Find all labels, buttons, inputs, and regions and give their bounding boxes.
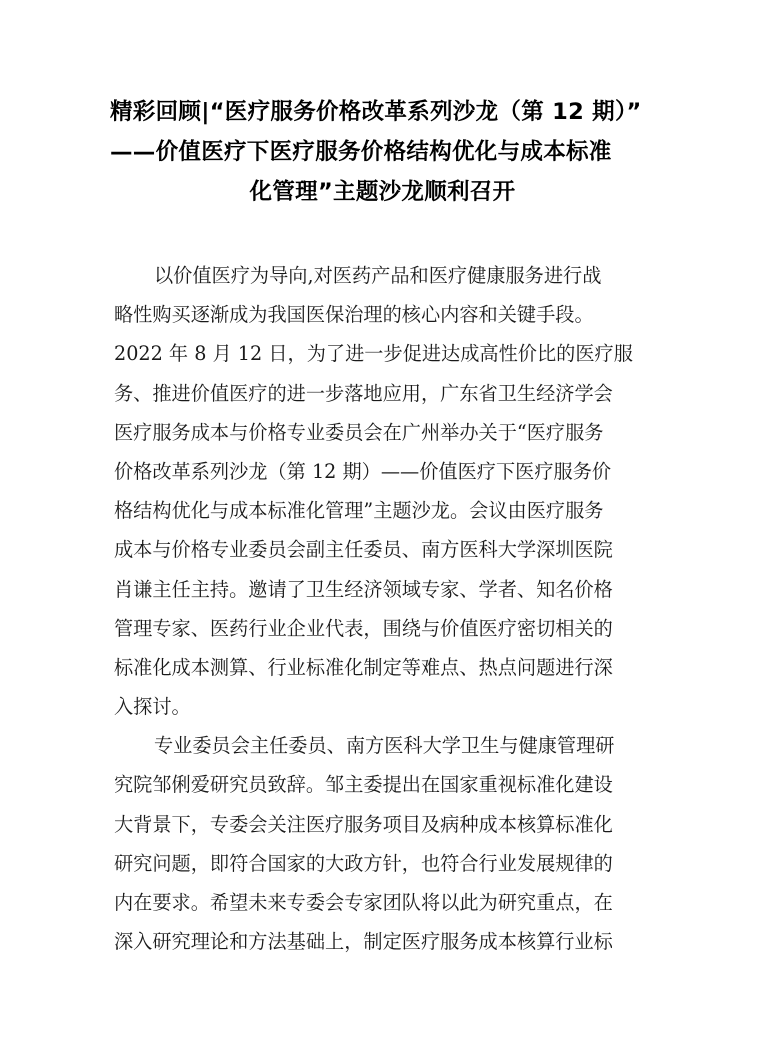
paragraph-1-line: 以价值医疗为导向,对医药产品和医疗健康服务进行战 bbox=[154, 264, 602, 287]
document-title bbox=[110, 92, 655, 212]
paragraph-2-line: 深入研究理论和方法基础上，制定医疗服务成本核算行业标 bbox=[114, 930, 613, 954]
paragraph-1-line: 2022 年 8 月 12 日，为了进一步促进达成高性价比的医疗服 bbox=[114, 342, 633, 366]
paragraph-2-line: 究院邹俐爱研究员致辞。邹主委提出在国家重视标准化建设 bbox=[114, 773, 613, 797]
paragraph-1-line: 略性购买逐渐成为我国医保治理的核心内容和关键手段。 bbox=[114, 303, 594, 327]
paragraph-2-line: 研究问题，即符合国家的大政方针，也符合行业发展规律的 bbox=[114, 851, 613, 875]
paragraph-2-line: 大背景下，专委会关注医疗服务项目及病种成本核算标准化 bbox=[114, 812, 613, 836]
paragraph-2 bbox=[114, 726, 654, 961]
paragraph-1-line: 价格改革系列沙龙（第 12 期）——价值医疗下医疗服务价 bbox=[114, 459, 612, 483]
title-line-3: 化管理”主题沙龙顺利召开 bbox=[249, 179, 516, 205]
paragraph-1-line: 管理专家、医药行业企业代表，围绕与价值医疗密切相关的 bbox=[114, 616, 613, 640]
paragraph-2-line: 内在要求。希望未来专委会专家团队将以此为研究重点，在 bbox=[114, 891, 613, 914]
paragraph-1-line: 医疗服务成本与价格专业委员会在广州举办关于“医疗服务 bbox=[114, 420, 604, 444]
paragraph-1-line: 标准化成本测算、行业标准化制定等难点、热点问题进行深 bbox=[114, 655, 613, 679]
paragraph-1-line: 成本与价格专业委员会副主任委员、南方医科大学深圳医院 bbox=[114, 538, 613, 562]
paragraph-1-line: 格结构优化与成本标准化管理”主题沙龙。会议由医疗服务 bbox=[114, 499, 604, 523]
paragraph-2-line: 专业委员会主任委员、南方医科大学卫生与健康管理研 bbox=[154, 734, 615, 758]
paragraph-1 bbox=[114, 256, 654, 726]
document-body bbox=[114, 256, 654, 961]
title-line-2: ——价值医疗下医疗服务价格结构优化与成本标准 bbox=[110, 139, 612, 165]
paragraph-1-line: 肖谦主任主持。邀请了卫生经济领域专家、学者、知名价格 bbox=[114, 577, 613, 601]
paragraph-1-line: 入探讨。 bbox=[114, 695, 191, 719]
paragraph-1-line: 务、推进价值医疗的进一步落地应用，广东省卫生经济学会 bbox=[114, 381, 613, 405]
title-line-1: 精彩回顾|“医疗服务价格改革系列沙龙（第 12 期）” bbox=[110, 99, 642, 125]
